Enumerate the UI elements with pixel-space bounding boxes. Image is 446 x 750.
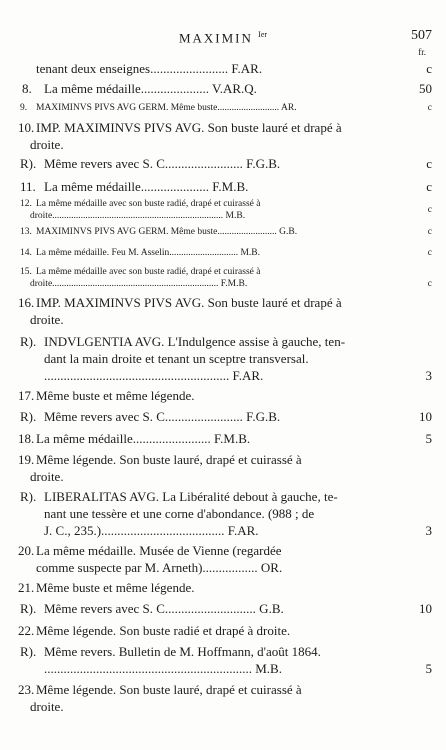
entry-line-text: La même médaille. Feu M. Asselin............................. M.B. bbox=[36, 248, 261, 258]
entry-number: 19. bbox=[18, 452, 35, 467]
entry-line: ................................................................ M.B. bbox=[44, 661, 282, 676]
price-unit-label: fr. bbox=[418, 47, 426, 57]
coin-entry bbox=[0, 80, 446, 97]
entry-line: comme suspecte par M. Arneth)................. OR. bbox=[36, 560, 283, 575]
entry-line: Même revers avec S. C........................ F.G.B. bbox=[44, 409, 281, 424]
entry-number: R). bbox=[20, 156, 37, 171]
entry-line: droite. bbox=[30, 469, 64, 484]
entry-line: nant une tessère et une corne d'abondance. (988 ; de bbox=[44, 506, 315, 521]
entry-line: dant la main droite et tenant un sceptre transversal. bbox=[44, 351, 309, 366]
entry-line: IMP. MAXIMINVS PIVS AVG. Son buste lauré et drapé à bbox=[36, 120, 342, 135]
entry-line: Même légende. Son buste lauré, drapé et cuirassé à bbox=[36, 452, 302, 467]
entry-value: c bbox=[426, 61, 432, 76]
entry-line: La même médaille. Musée de Vienne (regardée bbox=[36, 543, 282, 558]
coin-entry bbox=[0, 408, 446, 425]
entry-value: 50 bbox=[419, 81, 432, 96]
entry-line: droite. bbox=[30, 699, 64, 714]
coin-entry bbox=[0, 579, 446, 596]
entry-line: droite........................................................................ M.B. bbox=[30, 211, 246, 221]
coin-entry bbox=[0, 226, 446, 238]
entry-number: R). bbox=[20, 409, 37, 424]
coin-entry bbox=[0, 600, 446, 617]
entry-number: R). bbox=[20, 644, 37, 659]
coin-entry bbox=[0, 643, 446, 677]
entry-number: 8. bbox=[22, 81, 32, 96]
entry-line: La même médaille avec son buste radié, drapé et cuirassé à bbox=[36, 267, 261, 277]
entry-number: 13. bbox=[20, 227, 32, 237]
coin-entry bbox=[0, 681, 446, 715]
entry-number: 15. bbox=[20, 267, 32, 277]
coin-entry bbox=[0, 488, 446, 539]
entry-value: c bbox=[426, 156, 432, 171]
entry-line: droite. bbox=[30, 312, 64, 327]
entry-number: R). bbox=[20, 334, 37, 349]
entry-value: c bbox=[426, 179, 432, 194]
entry-value: c bbox=[427, 205, 432, 215]
entry-number: 10. bbox=[18, 120, 35, 135]
entry-line: La même médaille avec son buste radié, drapé et cuirassé à bbox=[36, 199, 261, 209]
entry-value: 5 bbox=[425, 661, 432, 676]
entry-number: R). bbox=[20, 601, 37, 616]
page-header bbox=[0, 28, 446, 57]
entry-value: 3 bbox=[425, 523, 432, 538]
running-title-sup: Ier bbox=[258, 30, 268, 39]
coin-entry bbox=[0, 102, 446, 114]
entry-line: Même légende. Son buste radié et drapé à droite. bbox=[36, 623, 291, 638]
coin-entry bbox=[0, 155, 446, 172]
entry-number: 17. bbox=[18, 388, 35, 403]
coin-entry bbox=[0, 119, 446, 153]
entry-line: Même revers avec S. C............................ G.B. bbox=[44, 601, 284, 616]
entry-line: Même revers avec S. C........................ F.G.B. bbox=[44, 156, 281, 171]
entry-value: 10 bbox=[419, 601, 432, 616]
entry-number: 22. bbox=[18, 623, 35, 638]
entry-line: droite...................................................................... F.M.B. bbox=[30, 279, 248, 289]
entry-line: MAXIMINVS PIVS AVG GERM. Même buste......................... G.B. bbox=[36, 227, 298, 237]
entry-number: 23. bbox=[18, 682, 35, 697]
entry-number: 14. bbox=[20, 248, 32, 258]
entry-number: R). bbox=[20, 489, 37, 504]
entry-value: 3 bbox=[425, 368, 432, 383]
entry-line: Même revers. Bulletin de M. Hoffmann, d'août 1864. bbox=[44, 644, 321, 659]
coin-entry bbox=[0, 247, 446, 259]
entry-number: 20. bbox=[18, 543, 35, 558]
entry-line: tenant deux enseignes........................ F.AR. bbox=[36, 61, 263, 76]
entry-number: 18. bbox=[18, 431, 35, 446]
entry-line bbox=[36, 247, 394, 259]
entry-number: 9. bbox=[20, 103, 28, 113]
coin-entry bbox=[0, 266, 446, 290]
entry-line: Même buste et même légende. bbox=[36, 580, 195, 595]
page-number: 507 bbox=[411, 28, 432, 43]
coin-entry bbox=[0, 294, 446, 328]
entry-line: La même médaille........................ F.M.B. bbox=[36, 431, 251, 446]
entry-number: 21. bbox=[18, 580, 35, 595]
entry-value: 10 bbox=[419, 409, 432, 424]
running-title bbox=[0, 30, 446, 46]
entry-line: La même médaille..................... V.AR.Q. bbox=[44, 81, 257, 96]
entry-line: Même légende. Son buste lauré, drapé et cuirassé à bbox=[36, 682, 302, 697]
entry-line: ......................................................... F.AR. bbox=[44, 368, 264, 383]
entry-line: INDVLGENTIA AVG. L'Indulgence assise à gauche, ten- bbox=[44, 334, 346, 349]
entry-value: c bbox=[427, 227, 432, 237]
entry-value: c bbox=[427, 279, 432, 289]
entry-value: c bbox=[427, 103, 432, 113]
entry-line: J. C., 235.)...................................... F.AR. bbox=[44, 523, 259, 538]
entry-number: 11. bbox=[20, 179, 36, 194]
entry-line: La même médaille..................... F.M.B. bbox=[44, 179, 249, 194]
coin-entry bbox=[0, 430, 446, 447]
coin-entry bbox=[0, 178, 446, 195]
entry-number: 16. bbox=[18, 295, 35, 310]
entry-line: MAXIMINVS PIVS AVG GERM. Même buste.......................... AR. bbox=[36, 103, 297, 113]
entry-line: IMP. MAXIMINVS PIVS AVG. Son buste lauré et drapé à bbox=[36, 295, 342, 310]
entry-line: Même buste et même légende. bbox=[36, 388, 195, 403]
entry-number: 12. bbox=[20, 199, 32, 209]
running-title-text: MAXIMIN bbox=[178, 30, 253, 46]
coin-entry bbox=[0, 333, 446, 384]
coin-entry bbox=[0, 451, 446, 485]
coin-entry bbox=[0, 60, 446, 77]
entry-value: 5 bbox=[425, 431, 432, 446]
coin-entry bbox=[0, 198, 446, 222]
entry-line: LIBERALITAS AVG. La Libéralité debout à gauche, te- bbox=[44, 489, 338, 504]
coin-entry bbox=[0, 387, 446, 404]
entry-line: droite. bbox=[30, 137, 64, 152]
entry-value: c bbox=[427, 248, 432, 258]
coin-entry bbox=[0, 622, 446, 639]
coin-entry bbox=[0, 542, 446, 576]
